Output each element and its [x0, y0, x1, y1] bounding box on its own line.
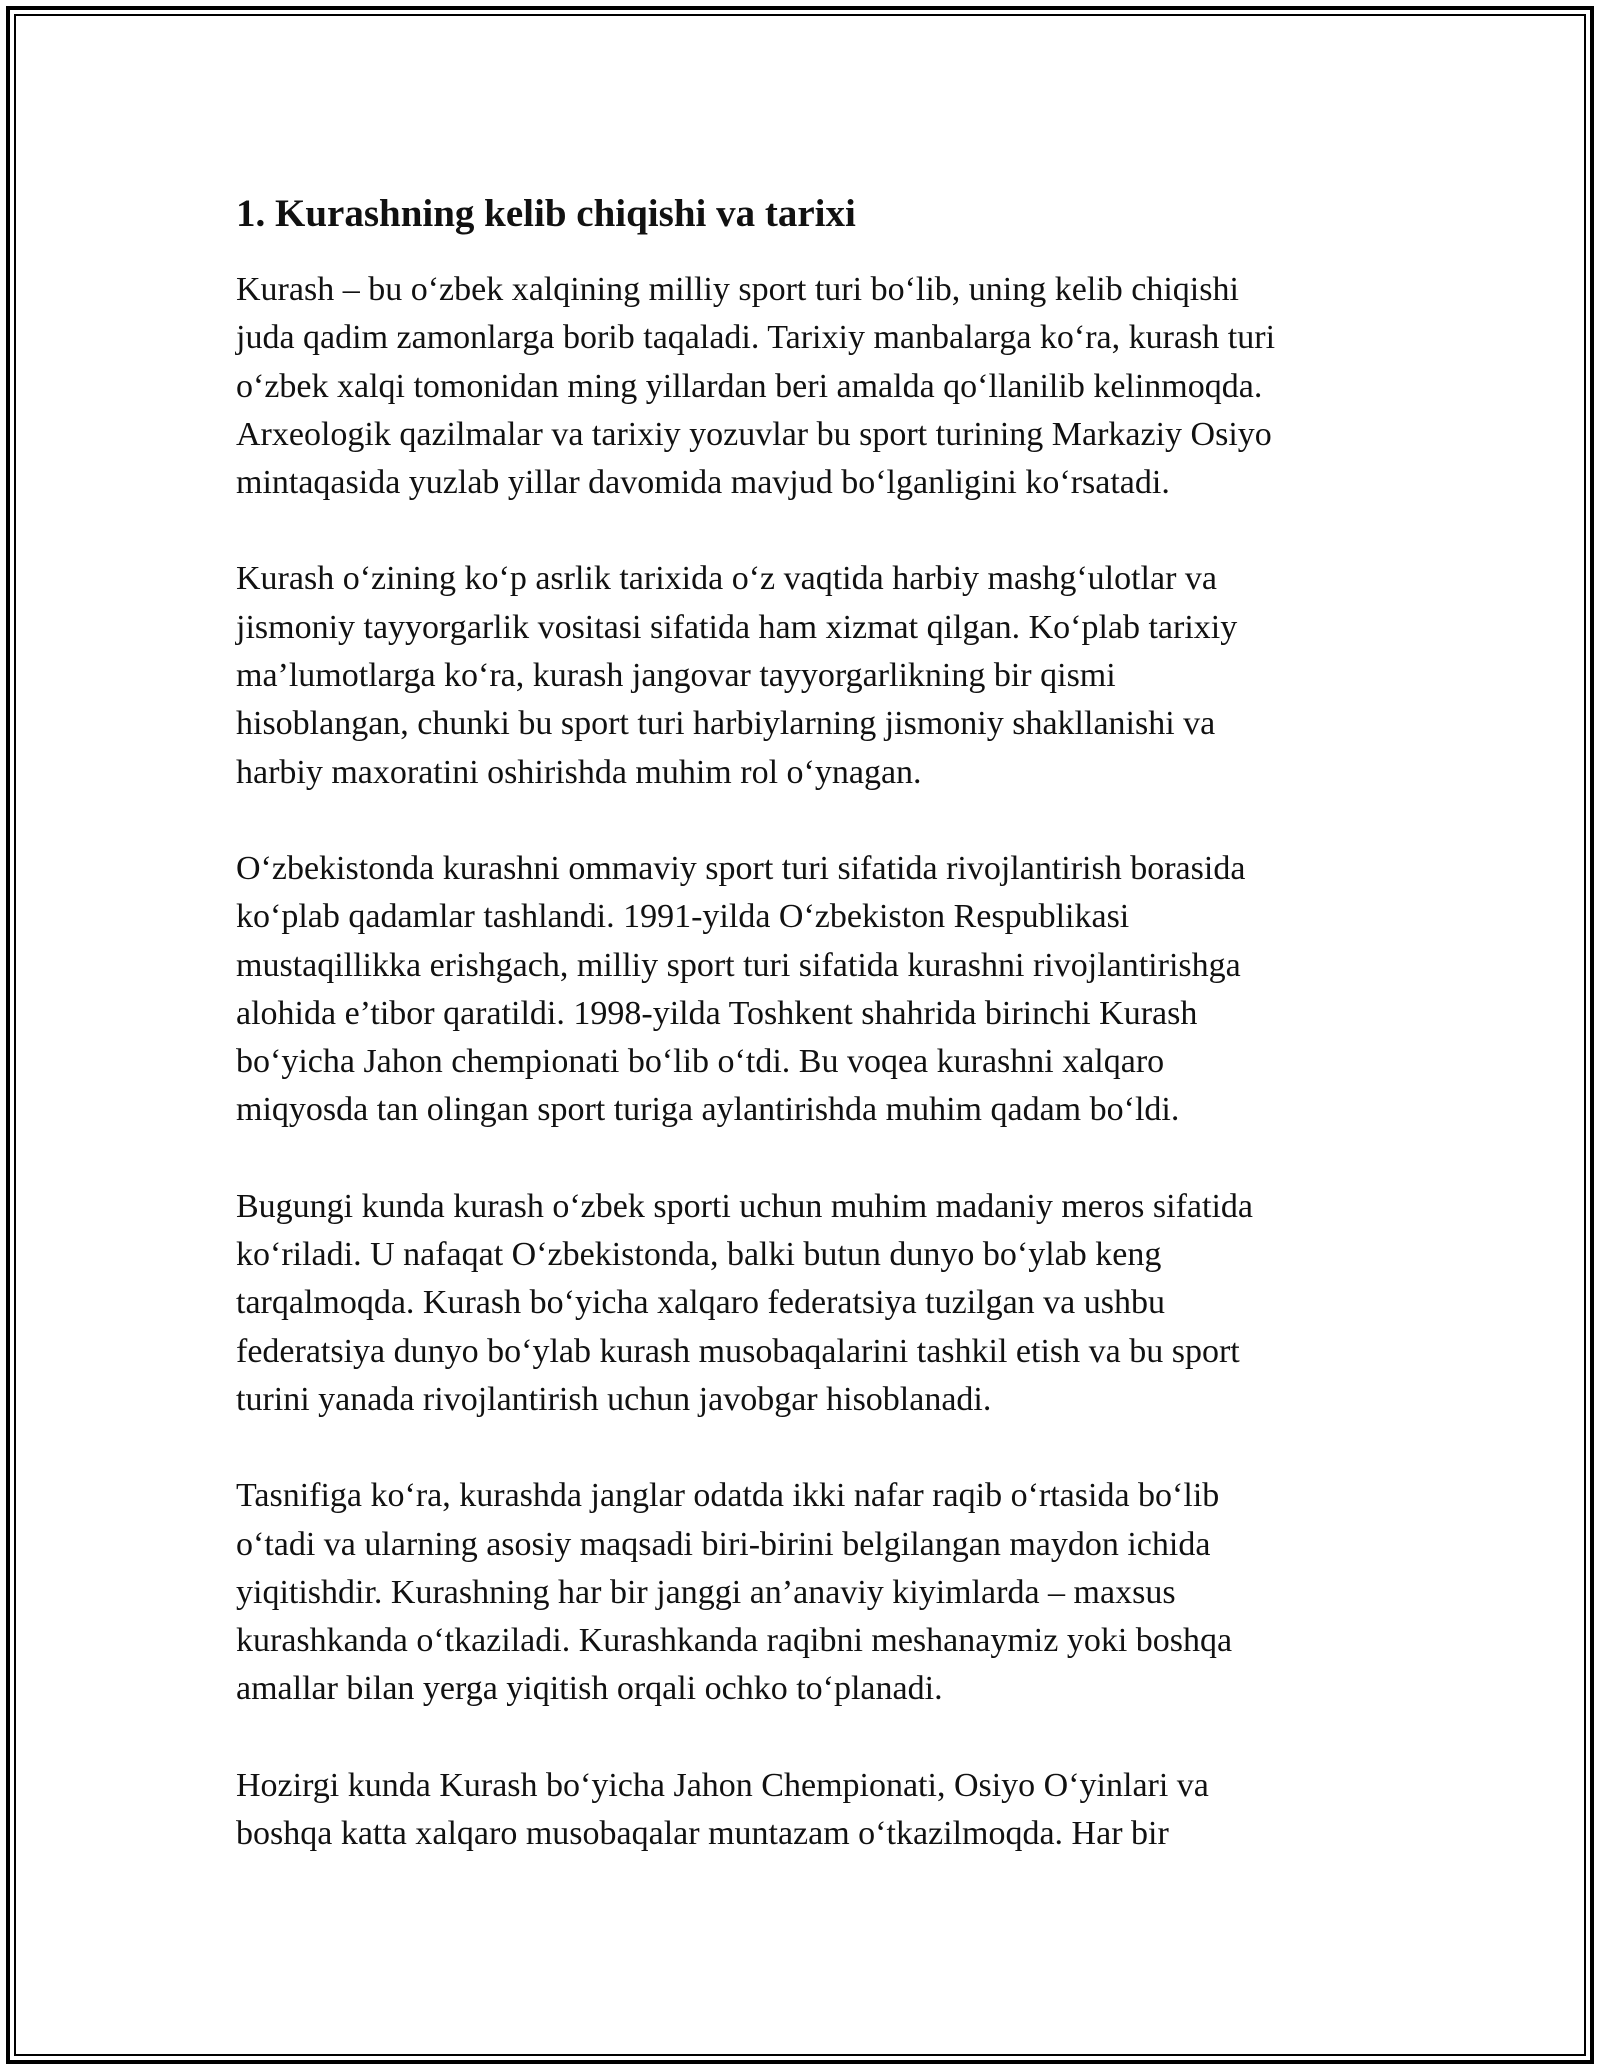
text-line: oʻtadi va ularning asosiy maqsadi biri-birini belgilangan maydon ichida [236, 1525, 1211, 1563]
text-line: Kurash – bu oʻzbek xalqining milliy sport turi boʻlib, uning kelib chiqishi [236, 271, 1239, 308]
section-heading: 1. Kurashning kelib chiqishi va tarixi [236, 192, 856, 235]
text-line: boʻyicha Jahon chempionati boʻlib oʻtdi. Bu voqea kurashni xalqaro [236, 1043, 1165, 1081]
text-line: hisoblangan, chunki bu sport turi harbiylarning jismoniy shakllanishi va [236, 705, 1216, 743]
document-body [236, 188, 1376, 1906]
text-line: tarqalmoqda. Kurash boʻyicha xalqaro federatsiya tuzilgan va ushbu [236, 1284, 1166, 1322]
text-line: mintaqasida yuzlab yillar davomida mavjud boʻlganligini koʻrsatadi. [236, 464, 1170, 502]
text-line: Hozirgi kunda Kurash boʻyicha Jahon Chempionati, Osiyo Oʻyinlari va [236, 1766, 1209, 1804]
paragraph-1 [236, 266, 1376, 507]
text-line: koʻplab qadamlar tashlandi. 1991-yilda Oʻzbekiston Respublikasi [236, 898, 1130, 936]
text-line: Kurash oʻzining koʻp asrlik tarixida oʻz vaqtida harbiy mashgʻulotlar va [236, 560, 1217, 598]
text-line: ma’lumotlarga koʻra, kurash jangovar tayyorgarlikning bir qismi [236, 657, 1116, 695]
text-line: koʻriladi. U nafaqat Oʻzbekistonda, balki butun dunyo boʻylab keng [236, 1236, 1162, 1274]
text-line: boshqa katta xalqaro musobaqalar muntazam oʻtkazilmoqda. Har bir [236, 1815, 1169, 1853]
text-line: juda qadim zamonlarga borib taqaladi. Tarixiy manbalarga koʻra, kurash turi [236, 319, 1276, 357]
text-line: harbiy maxoratini oshirishda muhim rol oʻynagan. [236, 753, 922, 791]
text-line: yiqitishdir. Kurashning har bir janggi an’anaviy kiyimlarda – maxsus [236, 1573, 1176, 1611]
text-line: amallar bilan yerga yiqitish orqali ochko toʻplanadi. [236, 1670, 943, 1708]
text-line: oʻzbek xalqi tomonidan ming yillardan beri amalda qoʻllanilib kelinmoqda. [236, 367, 1263, 405]
text-line: alohida e’tibor qaratildi. 1998-yilda Toshkent shahrida birinchi Kurash [236, 994, 1198, 1032]
text-line: Tasnifiga koʻra, kurashda janglar odatda ikki nafar raqib oʻrtasida boʻlib [236, 1477, 1220, 1515]
paragraph-2 [236, 555, 1376, 796]
text-line: Oʻzbekistonda kurashni ommaviy sport turi sifatida rivojlantirish borasida [236, 849, 1246, 887]
paragraph-5 [236, 1472, 1376, 1713]
text-line: Bugungi kunda kurash oʻzbek sporti uchun muhim madaniy meros sifatida [236, 1187, 1253, 1225]
text-line: turini yanada rivojlantirish uchun javobgar hisoblanadi. [236, 1380, 992, 1418]
text-line: Arxeologik qazilmalar va tarixiy yozuvlar bu sport turining Markaziy Osiyo [236, 415, 1272, 453]
text-line: jismoniy tayyorgarlik vositasi sifatida ham xizmat qilgan. Koʻplab tarixiy [236, 608, 1238, 646]
text-line: miqyosda tan olingan sport turiga aylantirishda muhim qadam boʻldi. [236, 1091, 1180, 1129]
text-line: federatsiya dunyo boʻylab kurash musobaqalarini tashkil etish va bu sport [236, 1332, 1240, 1370]
paragraph-4 [236, 1183, 1376, 1424]
paragraph-6 [236, 1762, 1376, 1859]
text-line: mustaqillikka erishgach, milliy sport turi sifatida kurashni rivojlantirishga [236, 946, 1241, 984]
text-line: kurashkanda oʻtkaziladi. Kurashkanda raqibni meshanaymiz yoki boshqa [236, 1622, 1233, 1660]
paragraph-3 [236, 845, 1376, 1135]
